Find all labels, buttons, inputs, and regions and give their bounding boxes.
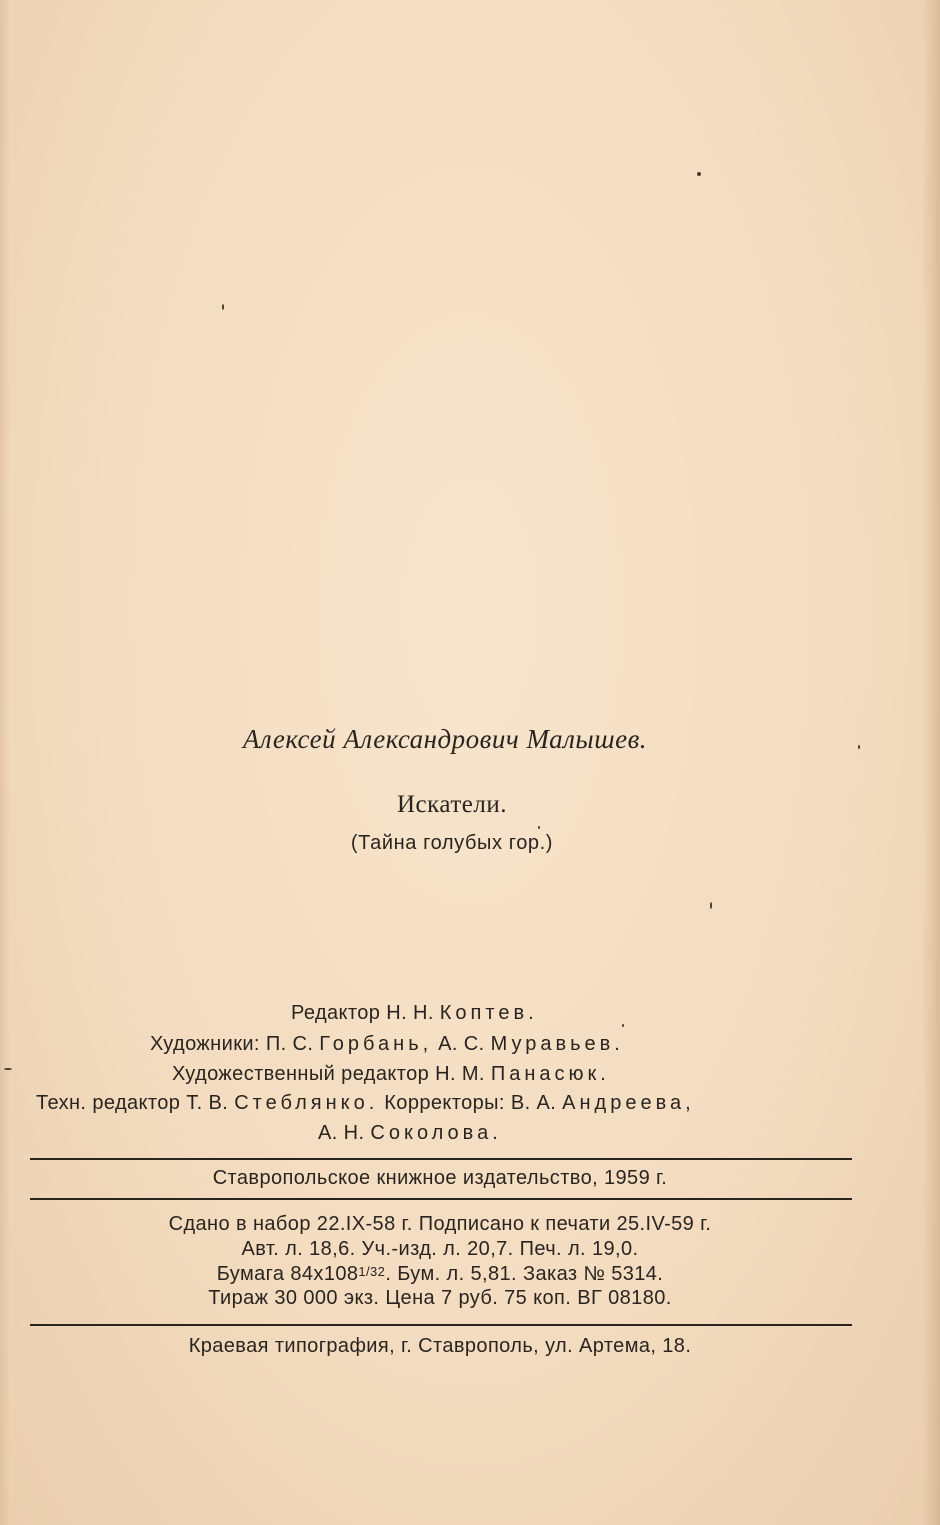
divider-rule [30,1158,852,1160]
print-info-line-3 [0,1263,910,1286]
divider-rule [30,1198,852,1200]
divider-rule [30,1324,852,1326]
tech-editor-line [36,1092,695,1115]
artists-label: Художники: П. С. [150,1033,314,1055]
proofreaders-label: Корректоры: В. А. [384,1092,557,1114]
paper-speck [697,172,701,176]
paper-speck [622,1024,624,1027]
artists-line [150,1033,624,1056]
editor-line [291,1002,538,1025]
proofreader2-initials: А. Н. [318,1122,365,1144]
book-subtitle: (Тайна голубых гор.) [350,832,554,854]
paper-format-suffix: . Бум. л. 5,81. Заказ № 5314. [385,1263,664,1285]
artist1-name: Горбань, [319,1033,433,1055]
art-editor-label: Художественный редактор Н. М. [172,1063,485,1085]
paper-format-fraction: 1/32 [358,1264,386,1279]
paper-speck [222,304,224,310]
proofreader2-name: Соколова. [370,1122,502,1144]
tech-editor-label: Техн. редактор Т. В. [36,1092,229,1114]
publisher-line: Ставропольское книжное издательство, 1959 г. [212,1167,668,1189]
art-editor-line [172,1063,610,1086]
page-edge-right [922,0,940,1525]
author-name: Алексей Александрович Малышев. [242,724,648,754]
proofreader1-name: Андреева, [562,1092,695,1114]
artist2-name: Муравьев. [490,1033,624,1055]
art-editor-name: Панасюк. [490,1063,610,1085]
paper-speck [538,826,540,829]
print-info-line-4: Тираж 30 000 экз. Цена 7 руб. 75 коп. ВГ 08180. [208,1287,672,1309]
paper-format-prefix: Бумага 84х108 [216,1263,359,1285]
paper-speck [4,1068,12,1070]
printer-line: Краевая типография, г. Ставрополь, ул. Артема, 18. [188,1335,692,1357]
print-info-line-1: Сдано в набор 22.IX-58 г. Подписано к печати 25.IV-59 г. [168,1213,712,1235]
tech-editor-name: Стеблянко. [234,1092,379,1114]
paper-speck [710,902,712,909]
artist2-initials: А. С. [438,1033,485,1055]
book-title: Искатели. [397,791,507,818]
editor-name: Коптев. [439,1002,538,1024]
proofreader2-line [318,1122,502,1145]
print-info-line-2: Авт. л. 18,6. Уч.-изд. л. 20,7. Печ. л. 19,0. [241,1238,639,1260]
editor-label: Редактор Н. Н. [291,1002,434,1024]
